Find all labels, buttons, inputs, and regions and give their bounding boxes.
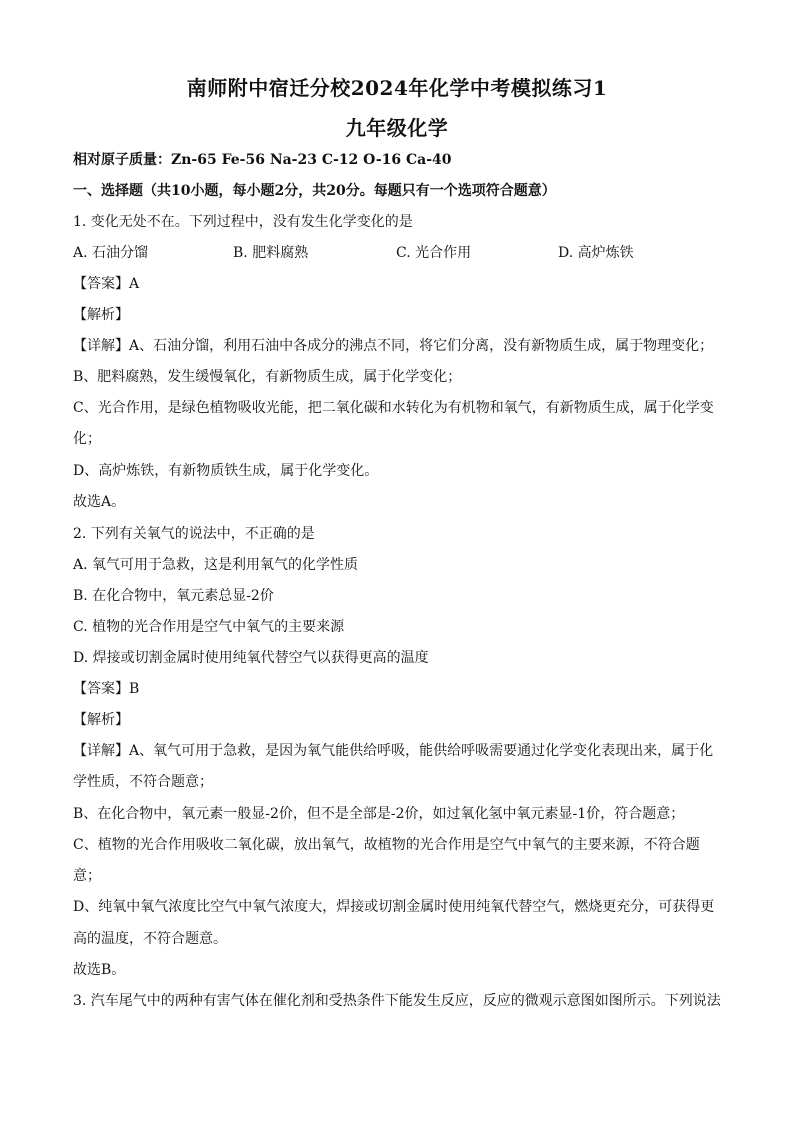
q1-option-a: A. 石油分馏	[73, 245, 149, 261]
atomic-mass-line: 相对原子质量：Zn-65 Fe-56 Na-23 C-12 O-16 Ca-40	[73, 152, 452, 168]
q2-option-a: A. 氧气可用于急救，这是利用氧气的化学性质	[73, 557, 359, 573]
q1-detail-line: C、光合作用，是绿色植物吸收光能，把二氧化碳和水转化为有机物和氧气，有新物质生成，属于化学变	[73, 400, 714, 416]
q1-option-b: B. 肥料腐熟	[233, 245, 309, 261]
q3-stem: 3. 汽车尾气中的两种有害气体在催化剂和受热条件下能发生反应，反应的微观示意图如图所示。下列说法	[73, 993, 721, 1009]
q2-option-c: C. 植物的光合作用是空气中氧气的主要来源	[73, 619, 345, 635]
q2-detail-line: 【详解】A、氧气可用于急救，是因为氧气能供给呼吸，能供给呼吸需要通过化学变化表现出来，属于化	[73, 743, 714, 759]
q1-option-d: D. 高炉炼铁	[558, 245, 634, 261]
q2-conclusion: 故选B。	[73, 962, 126, 978]
q2-detail-line: 高的温度，不符合题意。	[73, 931, 227, 947]
q2-detail-line: 学性质，不符合题意；	[73, 774, 213, 790]
q1-conclusion: 故选A。	[73, 494, 126, 510]
q1-option-c: C. 光合作用	[396, 245, 472, 261]
q2-detail-line: B、在化合物中，氧元素一般显-2价，但不是全部是-2价，如过氧化氢中氧元素显-1价，符合题意；	[73, 806, 685, 822]
q2-option-b: B. 在化合物中，氧元素总显-2价	[73, 588, 274, 604]
q1-detail-line: B、肥料腐熟，发生缓慢氧化，有新物质生成，属于化学变化；	[73, 369, 462, 385]
q2-detail-line: 意；	[73, 868, 101, 884]
q1-detail-line: 化；	[73, 431, 101, 447]
q1-answer: 【答案】A	[73, 276, 140, 292]
q2-detail-line: D、纯氧中氧气浓度比空气中氧气浓度大，焊接或切割金属时使用纯氧代替空气，燃烧更充分，可获得更	[73, 899, 715, 915]
q2-option-d: D. 焊接或切割金属时使用纯氧代替空气以获得更高的温度	[73, 650, 429, 666]
q2-answer: 【答案】B	[73, 681, 140, 697]
q2-analysis-label: 【解析】	[73, 712, 129, 728]
q1-stem: 1. 变化无处不在。下列过程中，没有发生化学变化的是	[73, 214, 413, 230]
q2-stem: 2. 下列有关氧气的说法中，不正确的是	[73, 526, 315, 542]
q2-detail-line: C、植物的光合作用吸收二氧化碳，放出氧气，故植物的光合作用是空气中氧气的主要来源，不符合题	[73, 837, 700, 853]
q1-analysis-label: 【解析】	[73, 307, 129, 323]
exam-subtitle: 九年级化学	[345, 116, 449, 140]
q1-detail-line: 【详解】A、石油分馏，利用石油中各成分的沸点不同，将它们分离，没有新物质生成，属于物理变化；	[73, 338, 714, 354]
section-title: 一、选择题（共10小题，每小题2分，共20分。每题只有一个选项符合题意）	[73, 183, 556, 199]
q1-detail-line: D、高炉炼铁，有新物质铁生成，属于化学变化。	[73, 463, 379, 479]
exam-title: 南师附中宿迁分校2024年化学中考模拟练习1	[186, 76, 608, 100]
